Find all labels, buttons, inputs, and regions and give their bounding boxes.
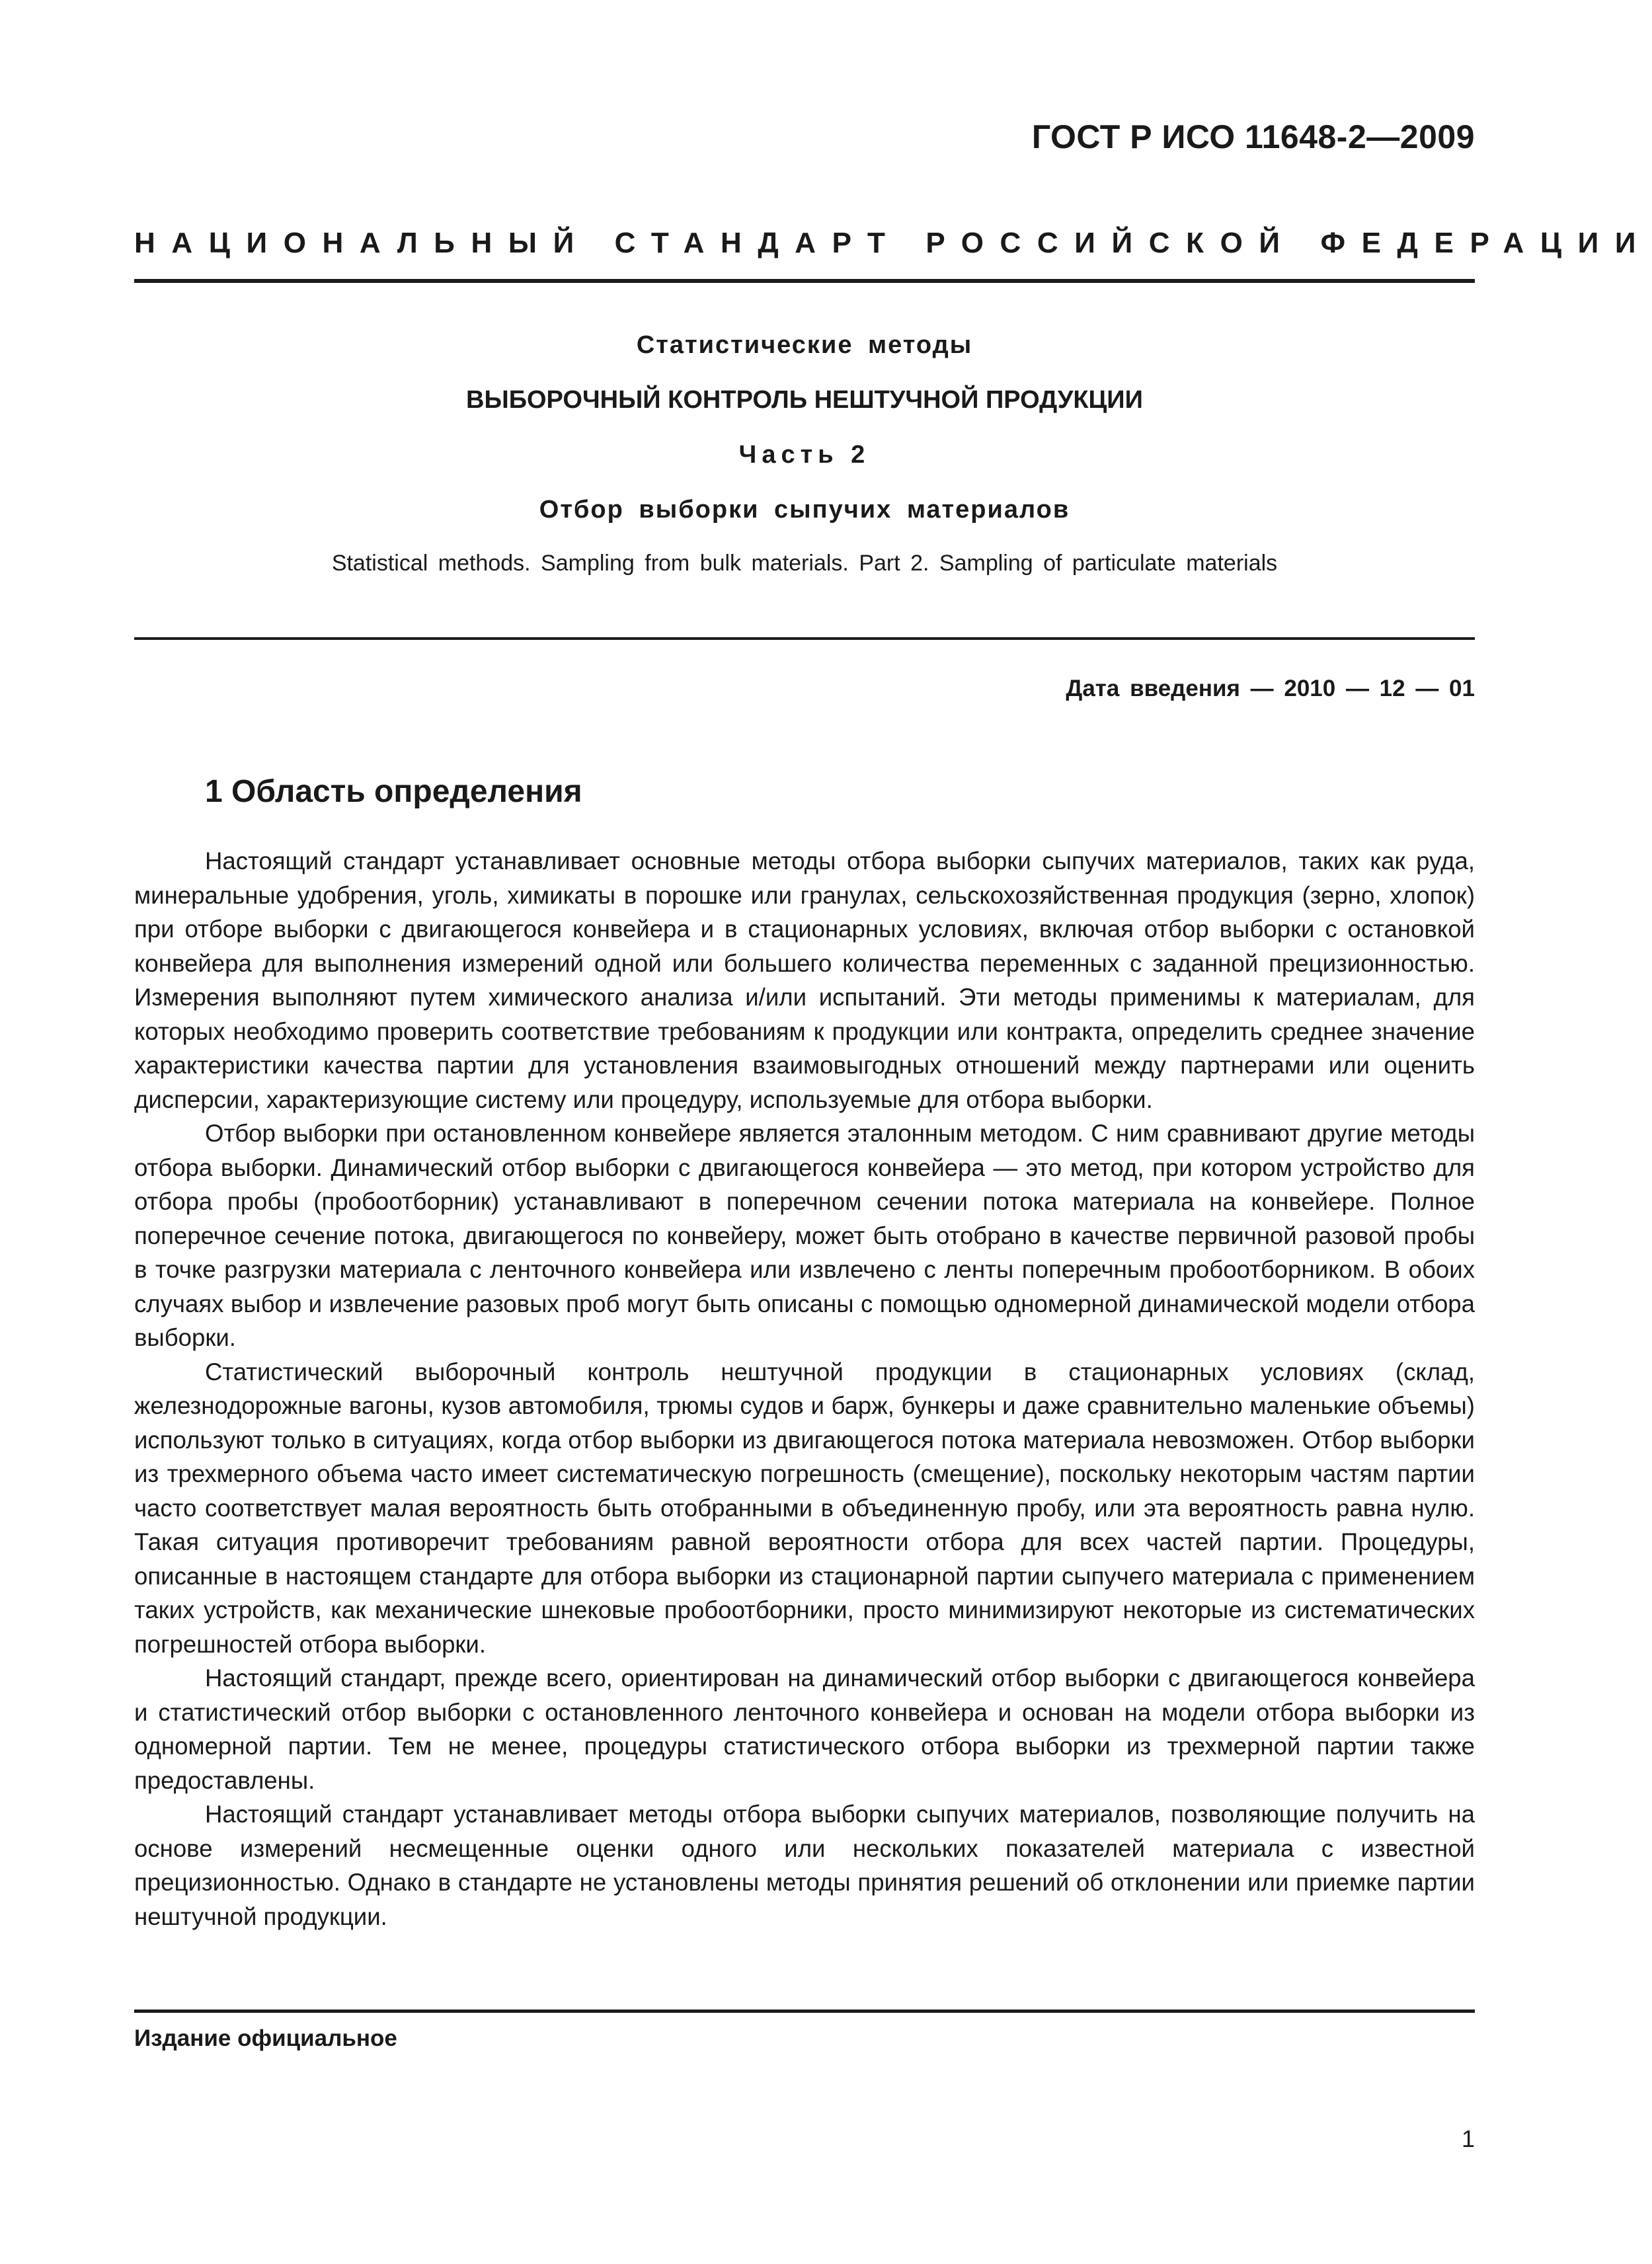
national-standard-banner: НАЦИОНАЛЬНЫЙ СТАНДАРТ РОССИЙСКОЙ ФЕДЕРАЦИИ — [134, 227, 1652, 259]
paragraph: Статистический выборочный контроль нештучной продукции в стационарных условиях (склад, железнодорожные вагоны, кузов автомобиля, трюмы судов и барж, бункеры и даже сравнительно маленькие объемы) используют только в ситуациях, когда отбор выборки из двигающегося потока материала невозможен. Отбор выборки из трехмерного объема часто имеет систематическую погрешность (смещение), поскольку некоторым частям партии часто соответствует малая вероятность быть отобранными в объединенную пробу, или эта вероятность равна нулю. Такая ситуация противоречит требованиям равной вероятности отбора для всех частей партии. Процедуры, описанные в настоящем стандарте для отбора выборки из стационарной партии сыпучего материала с применением таких устройств, как механические шнековые пробоотборники, просто минимизируют некоторые из систематических погрешностей отбора выборки. — [134, 1358, 1475, 1658]
title-part: Часть 2 — [738, 441, 871, 469]
official-edition-label: Издание официальное — [134, 2025, 397, 2051]
header-divider — [134, 279, 1475, 283]
page-number: 1 — [1461, 2125, 1475, 2152]
paragraph: Настоящий стандарт устанавливает основные методы отбора выборки сыпучих материалов, таких как руда, минеральные удобрения, уголь, химикаты в порошке или гранулах, сельскохозяйственная продукция (зерно, хлопок) при отборе выборки с двигающегося конвейера и в стационарных условиях, включая отбор выборки с остановкой конвейера для выполнения измерений одной или большего количества переменных с заданной прецизионностью. Измерения выполняют путем химического анализа и/или испытаний. Эти методы применимы к материалам, для которых необходимо проверить соответствие требованиям к продукции или контракта, определить среднее значение характеристики качества партии для установления взаимовыгодных отношений между партнерами или оценить дисперсии, характеризующие систему или процедуру, используемые для отбора выборки. — [134, 847, 1475, 1113]
introduction-date: Дата введения — 2010 — 12 — 01 — [1066, 676, 1475, 701]
title-block — [134, 331, 1475, 576]
section-body — [134, 844, 1475, 1933]
paragraph: Настоящий стандарт устанавливает методы отбора выборки сыпучих материалов, позволяющие получить на основе измерений несмещенные оценки одного или нескольких показателей материала с известной прецизионностью. Однако в стандарте не установлены методы принятия решений об отклонении или приемке партии нештучной продукции. — [134, 1801, 1475, 1930]
document-code: ГОСТ Р ИСО 11648-2—2009 — [1031, 118, 1475, 155]
paragraph: Отбор выборки при остановленном конвейере является эталонным методом. С ним сравнивают другие методы отбора выборки. Динамический отбор выборки с двигающегося конвейера — это метод, при котором устройство для отбора пробы (пробоотборник) устанавливают в поперечном сечении потока материала на конвейере. Полное поперечное сечение потока, двигающегося по конвейеру, может быть отобрано в качестве первичной разовой пробы в точке разгрузки материала с ленточного конвейера или извлечено с ленты поперечным пробоотборником. В обоих случаях выбор и извлечение разовых проб могут быть описаны с помощью одномерной динамической модели отбора выборки. — [134, 1120, 1475, 1351]
title-line-2: ВЫБОРОЧНЫЙ КОНТРОЛЬ НЕШТУЧНОЙ ПРОДУКЦИИ — [466, 386, 1143, 414]
title-divider — [134, 637, 1475, 640]
footer-divider — [134, 2010, 1475, 2013]
section-heading: 1 Область определения — [205, 774, 582, 809]
title-line-1: Статистические методы — [636, 331, 973, 359]
title-subtitle: Отбор выборки сыпучих материалов — [539, 496, 1070, 524]
title-english: Statistical methods. Sampling from bulk materials. Part 2. Sampling of particulate materials — [331, 551, 1278, 576]
paragraph: Настоящий стандарт, прежде всего, ориентирован на динамический отбор выборки с двигающегося конвейера и статистический отбор выборки с остановленного ленточного конвейера и основан на модели отбора выборки из одномерной партии. Тем не менее, процедуры статистического отбора выборки из трехмерной партии также предоставлены. — [134, 1664, 1475, 1794]
